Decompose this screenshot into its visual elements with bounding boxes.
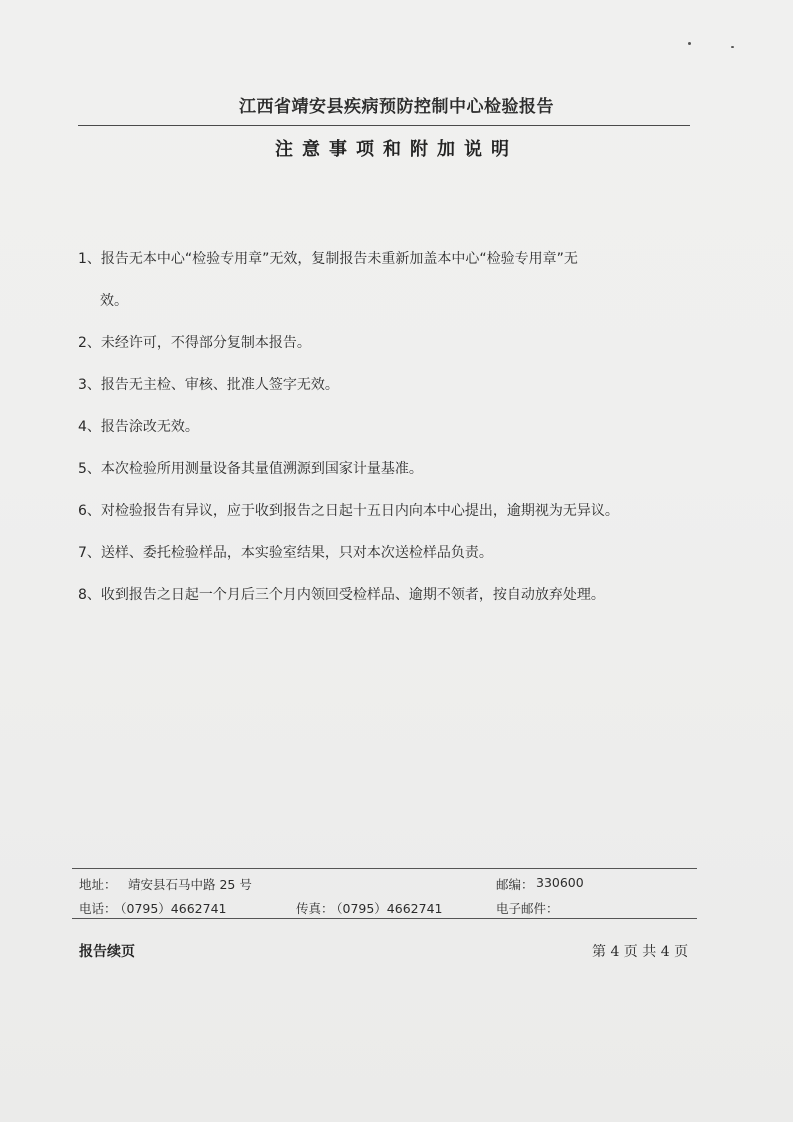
note-text: 5、本次检验所用测量设备其量值溯源到国家计量基准。 bbox=[78, 461, 423, 477]
phone-value: （0795）4662741 bbox=[114, 901, 227, 916]
note-item-4 bbox=[78, 406, 698, 448]
report-continuation-label: 报告续页 bbox=[79, 944, 135, 960]
footer-divider-bottom bbox=[72, 918, 697, 919]
note-text-continued: 效。 bbox=[100, 293, 128, 309]
footer-divider-top bbox=[72, 868, 697, 869]
note-item-7 bbox=[78, 532, 698, 574]
fax-label: 传真： bbox=[296, 901, 334, 916]
note-text: 7、送样、委托检验样品，本实验室结果，只对本次送检样品负责。 bbox=[78, 545, 493, 561]
address-value: 靖安县石马中路 25 号 bbox=[128, 877, 252, 892]
note-text: 2、未经许可，不得部分复制本报告。 bbox=[78, 335, 311, 351]
report-header-title: 江西省靖安县疾病预防控制中心检验报告 bbox=[239, 97, 554, 117]
note-text: 1、报告无本中心“检验专用章”无效，复制报告未重新加盖本中心“检验专用章”无 bbox=[78, 251, 578, 267]
ink-speck bbox=[688, 42, 691, 45]
ink-speck bbox=[731, 46, 734, 48]
note-item-3 bbox=[78, 364, 698, 406]
note-text: 8、收到报告之日起一个月后三个月内领回受检样品、逾期不领者，按自动放弃处理。 bbox=[78, 587, 605, 603]
page-subtitle: 注意事项和附加说明 bbox=[275, 139, 518, 160]
note-item-6 bbox=[78, 490, 698, 532]
postcode-label: 邮编： bbox=[496, 877, 534, 892]
header-divider bbox=[78, 125, 690, 126]
page-number: 第 4 页 共 4 页 bbox=[592, 944, 689, 960]
address-label: 地址： bbox=[79, 877, 117, 892]
note-item-8 bbox=[78, 574, 698, 616]
note-text: 4、报告涂改无效。 bbox=[78, 419, 199, 435]
notes-list bbox=[78, 238, 698, 616]
note-text: 6、对检验报告有异议，应于收到报告之日起十五日内向本中心提出，逾期视为无异议。 bbox=[78, 503, 619, 519]
phone-label: 电话： bbox=[79, 901, 117, 916]
note-item-2 bbox=[78, 322, 698, 364]
fax-value: （0795）4662741 bbox=[330, 901, 443, 916]
note-item-1 bbox=[78, 238, 698, 322]
note-item-5 bbox=[78, 448, 698, 490]
postcode-value: 330600 bbox=[536, 875, 584, 890]
note-text: 3、报告无主检、审核、批准人签字无效。 bbox=[78, 377, 339, 393]
email-label: 电子邮件： bbox=[496, 901, 559, 916]
